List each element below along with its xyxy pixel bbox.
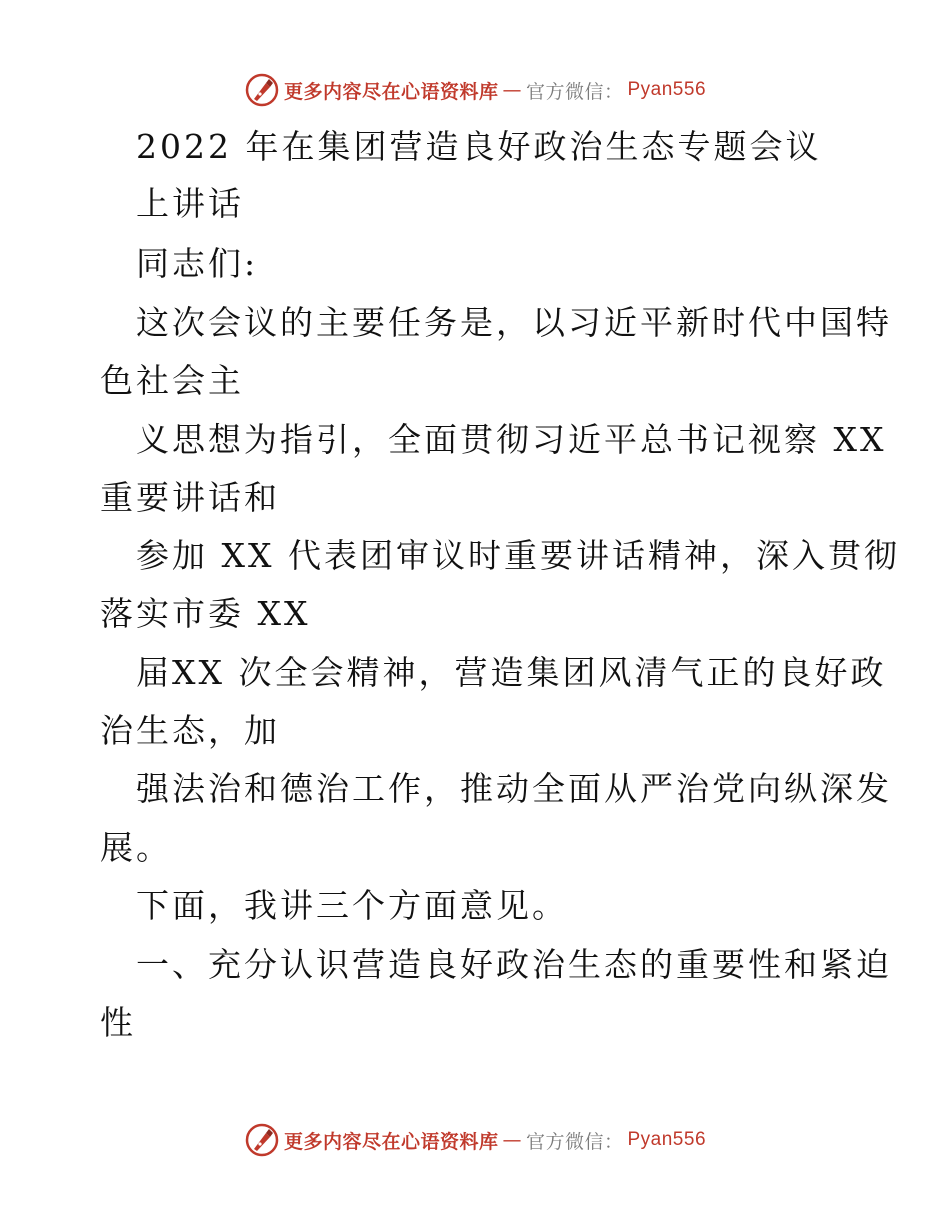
banner-dash: — — [502, 79, 522, 101]
banner-dash: — — [502, 1129, 522, 1151]
paragraph-1-line-1: 这次会议的主要任务是，以习近平新时代中国特 — [136, 303, 892, 342]
paragraph-5-line-2: 展。 — [100, 828, 172, 867]
paragraph-3-line-2: 落实市委 XX — [100, 594, 311, 633]
banner-wechat-id: Pyan556 — [627, 79, 707, 100]
paragraph-4-line-2: 治生态，加 — [100, 711, 280, 750]
section-heading-1-line-1: 一、充分认识营造良好政治生态的重要性和紧迫 — [136, 945, 892, 984]
paragraph-2-line-2: 重要讲话和 — [100, 478, 280, 517]
banner-promo-text: 更多内容尽在心语资料库 — [283, 1130, 499, 1153]
banner-official-label: 官方微信： — [525, 1130, 624, 1153]
section-heading-1-line-2: 性 — [100, 1003, 136, 1042]
banner-wechat-id: Pyan556 — [627, 1129, 707, 1150]
header-banner — [0, 70, 950, 110]
paragraph-5-line-1: 强法治和德治工作，推动全面从严治党向纵深发 — [136, 769, 892, 808]
paragraph-3-line-1: 参加 XX 代表团审议时重要讲话精神，深入贯彻 — [136, 536, 900, 575]
pen-nib-logo-icon — [244, 72, 280, 108]
paragraph-6: 下面，我讲三个方面意见。 — [136, 886, 568, 925]
document-title-line-2: 上讲话 — [136, 184, 244, 223]
document-title-line-1: 2022 年在集团营造良好政治生态专题会议 — [136, 127, 822, 166]
footer-banner — [0, 1120, 950, 1160]
banner-promo-text: 更多内容尽在心语资料库 — [283, 80, 499, 103]
salutation: 同志们: — [136, 244, 259, 283]
paragraph-1-line-2: 色社会主 — [100, 361, 244, 400]
paragraph-2-line-1: 义思想为指引，全面贯彻习近平总书记视察 XX — [136, 420, 887, 459]
banner-official-label: 官方微信： — [525, 80, 624, 103]
paragraph-4-line-1: 届XX 次全会精神，营造集团风清气正的良好政 — [136, 653, 887, 692]
pen-nib-logo-icon — [244, 1122, 280, 1158]
